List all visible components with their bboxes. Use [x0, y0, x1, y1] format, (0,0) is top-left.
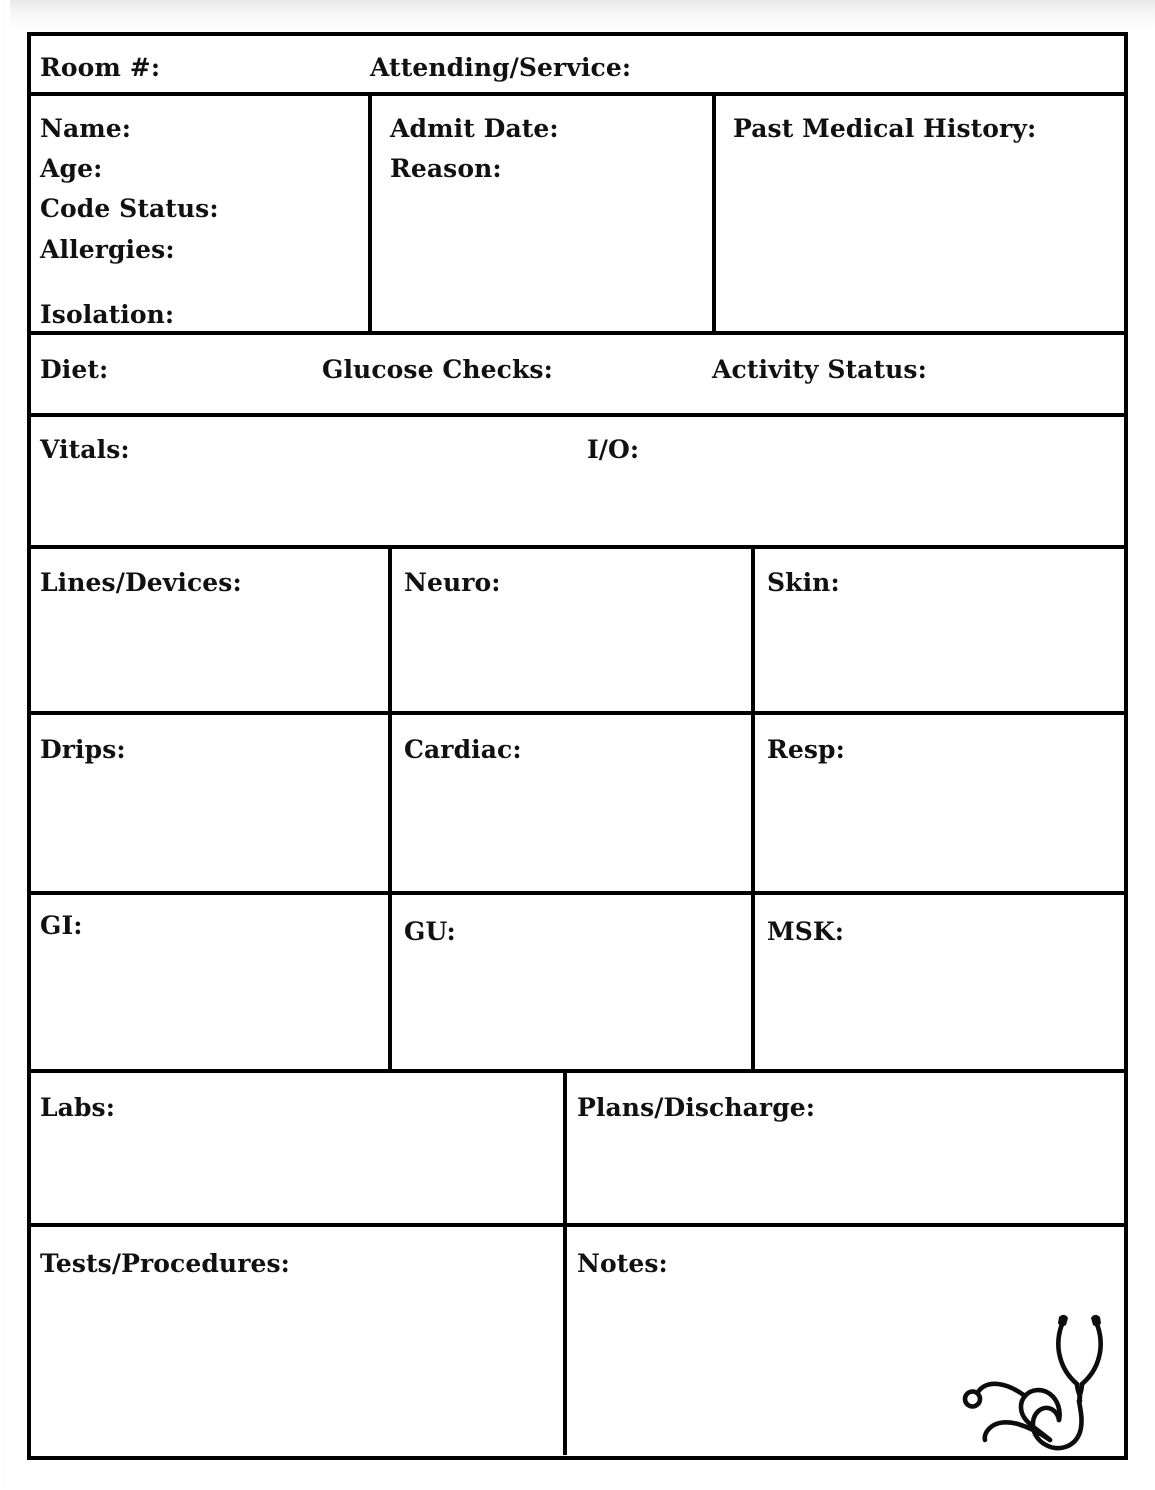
labs-label: Labs: [40, 1093, 116, 1122]
resp-label: Resp: [767, 735, 845, 764]
past-medical-history-cell[interactable] [716, 96, 1124, 331]
gu-cell[interactable] [392, 895, 755, 1069]
orders-cell[interactable] [31, 335, 1124, 413]
monitoring-cell[interactable] [31, 417, 1124, 545]
header-row [31, 36, 1124, 96]
attending-service-label: Attending/Service: [370, 53, 632, 82]
drips-cell[interactable] [31, 715, 392, 891]
name-label: Name: [40, 114, 132, 143]
orders-row [31, 335, 1124, 417]
msk-cell[interactable] [755, 895, 1124, 1069]
resp-cell[interactable] [755, 715, 1124, 891]
skin-cell[interactable] [755, 549, 1124, 711]
age-label: Age: [40, 154, 103, 183]
assessment-row-1 [31, 549, 1124, 715]
assessment-row-3 [31, 895, 1124, 1073]
tests-procedures-cell[interactable] [31, 1227, 567, 1455]
code-status-label: Code Status: [40, 194, 219, 223]
header-cell[interactable] [31, 36, 1124, 92]
admit-date-label: Admit Date: [390, 114, 559, 143]
gi-label: GI: [40, 911, 83, 940]
labs-cell[interactable] [31, 1073, 567, 1223]
notes-cell[interactable] [567, 1227, 1124, 1455]
neuro-cell[interactable] [392, 549, 755, 711]
gi-cell[interactable] [31, 895, 392, 1069]
tests-procedures-label: Tests/Procedures: [40, 1249, 290, 1278]
intake-output-label: I/O: [587, 435, 640, 464]
lines-devices-cell[interactable] [31, 549, 392, 711]
labs-plans-row [31, 1073, 1124, 1227]
vitals-label: Vitals: [40, 435, 130, 464]
tests-notes-row [31, 1227, 1124, 1455]
lines-devices-label: Lines/Devices: [40, 568, 242, 597]
patient-info-cell[interactable] [31, 96, 372, 331]
drips-label: Drips: [40, 735, 126, 764]
gu-label: GU: [404, 917, 456, 946]
room-number-label: Room #: [40, 53, 161, 82]
notes-label: Notes: [577, 1249, 668, 1278]
msk-label: MSK: [767, 917, 845, 946]
reason-label: Reason: [390, 154, 502, 183]
skin-label: Skin: [767, 568, 840, 597]
report-sheet-table [27, 32, 1128, 1460]
admission-info-cell[interactable] [372, 96, 716, 331]
isolation-label: Isolation: [40, 300, 175, 329]
cardiac-cell[interactable] [392, 715, 755, 891]
cardiac-label: Cardiac: [404, 735, 522, 764]
plans-discharge-label: Plans/Discharge: [577, 1093, 816, 1122]
demographics-row [31, 96, 1124, 335]
activity-status-label: Activity Status: [712, 355, 927, 384]
monitoring-row [31, 417, 1124, 549]
diet-label: Diet: [40, 355, 109, 384]
past-medical-history-label: Past Medical History: [733, 114, 1037, 143]
neuro-label: Neuro: [404, 568, 501, 597]
glucose-checks-label: Glucose Checks: [322, 355, 553, 384]
plans-discharge-cell[interactable] [567, 1073, 1124, 1223]
assessment-row-2 [31, 715, 1124, 895]
allergies-label: Allergies: [40, 235, 175, 264]
stethoscope-heart-icon [962, 1300, 1122, 1455]
